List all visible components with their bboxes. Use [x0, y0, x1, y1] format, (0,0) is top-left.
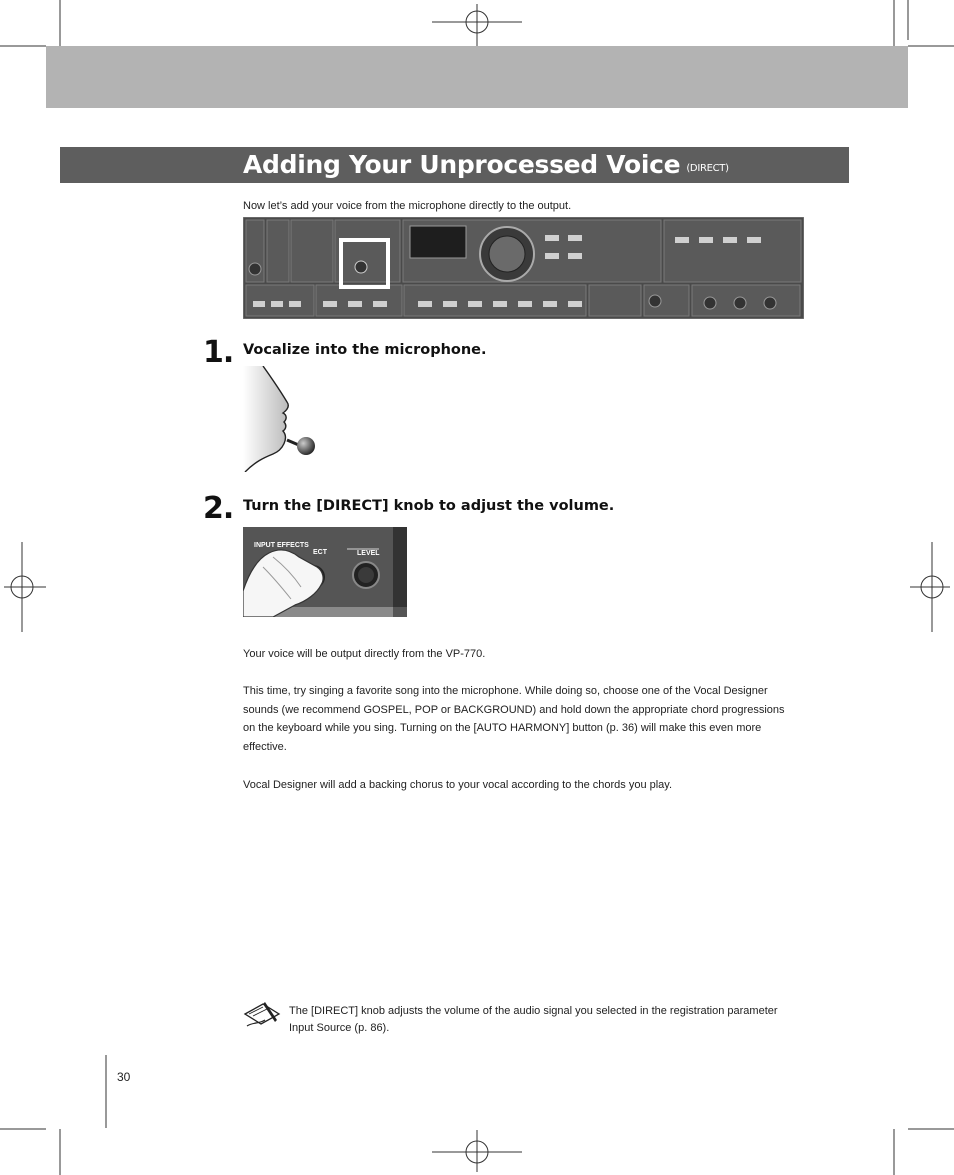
paragraph-1: Your voice will be output directly from the VP-770.: [243, 648, 486, 660]
intro-text: Now let’s add your voice from the microphone directly to the output.: [243, 200, 572, 212]
section-title-bar: [60, 147, 849, 183]
page-number: 30: [117, 1070, 131, 1084]
note-text: The [DIRECT] knob adjusts the volume of the audio signal you selected in the registration parameter Input Source (p. 86).: [289, 1005, 778, 1034]
direct-knob-photo: [243, 527, 407, 617]
header-band: [46, 46, 908, 108]
step-heading-2: Turn the [DIRECT] knob to adjust the volume.: [243, 498, 615, 514]
step-heading-1: Vocalize into the microphone.: [243, 342, 487, 358]
page-title-sub: (DIRECT): [686, 163, 729, 174]
paragraph-2: This time, try singing a favorite song into the microphone. While doing so, choose one of the Vocal Designer sounds (we recommend GOSPEL, POP or BACKGROUND) and hold down the appropriate chord progressions on the keyboard while you sing. Turning on the [AUTO HARMONY] button (p. 36) will make this even more effective.: [243, 685, 785, 753]
step-number-2: 2.: [203, 491, 234, 526]
panel-illustration: [243, 217, 804, 319]
input-effects-label: INPUT EFFECTS: [254, 542, 309, 549]
face-microphone-illustration: [243, 366, 319, 472]
paragraph-3: Vocal Designer will add a backing chorus to your vocal according to the chords you play.: [243, 779, 673, 791]
direct-label: ECT: [313, 549, 327, 556]
page-title-main: Adding Your Unprocessed Voice: [243, 150, 681, 179]
level-label: LEVEL: [357, 550, 380, 557]
memo-pen-icon: [243, 1000, 281, 1028]
step-number-1: 1.: [203, 335, 234, 370]
page-title: [243, 147, 729, 187]
